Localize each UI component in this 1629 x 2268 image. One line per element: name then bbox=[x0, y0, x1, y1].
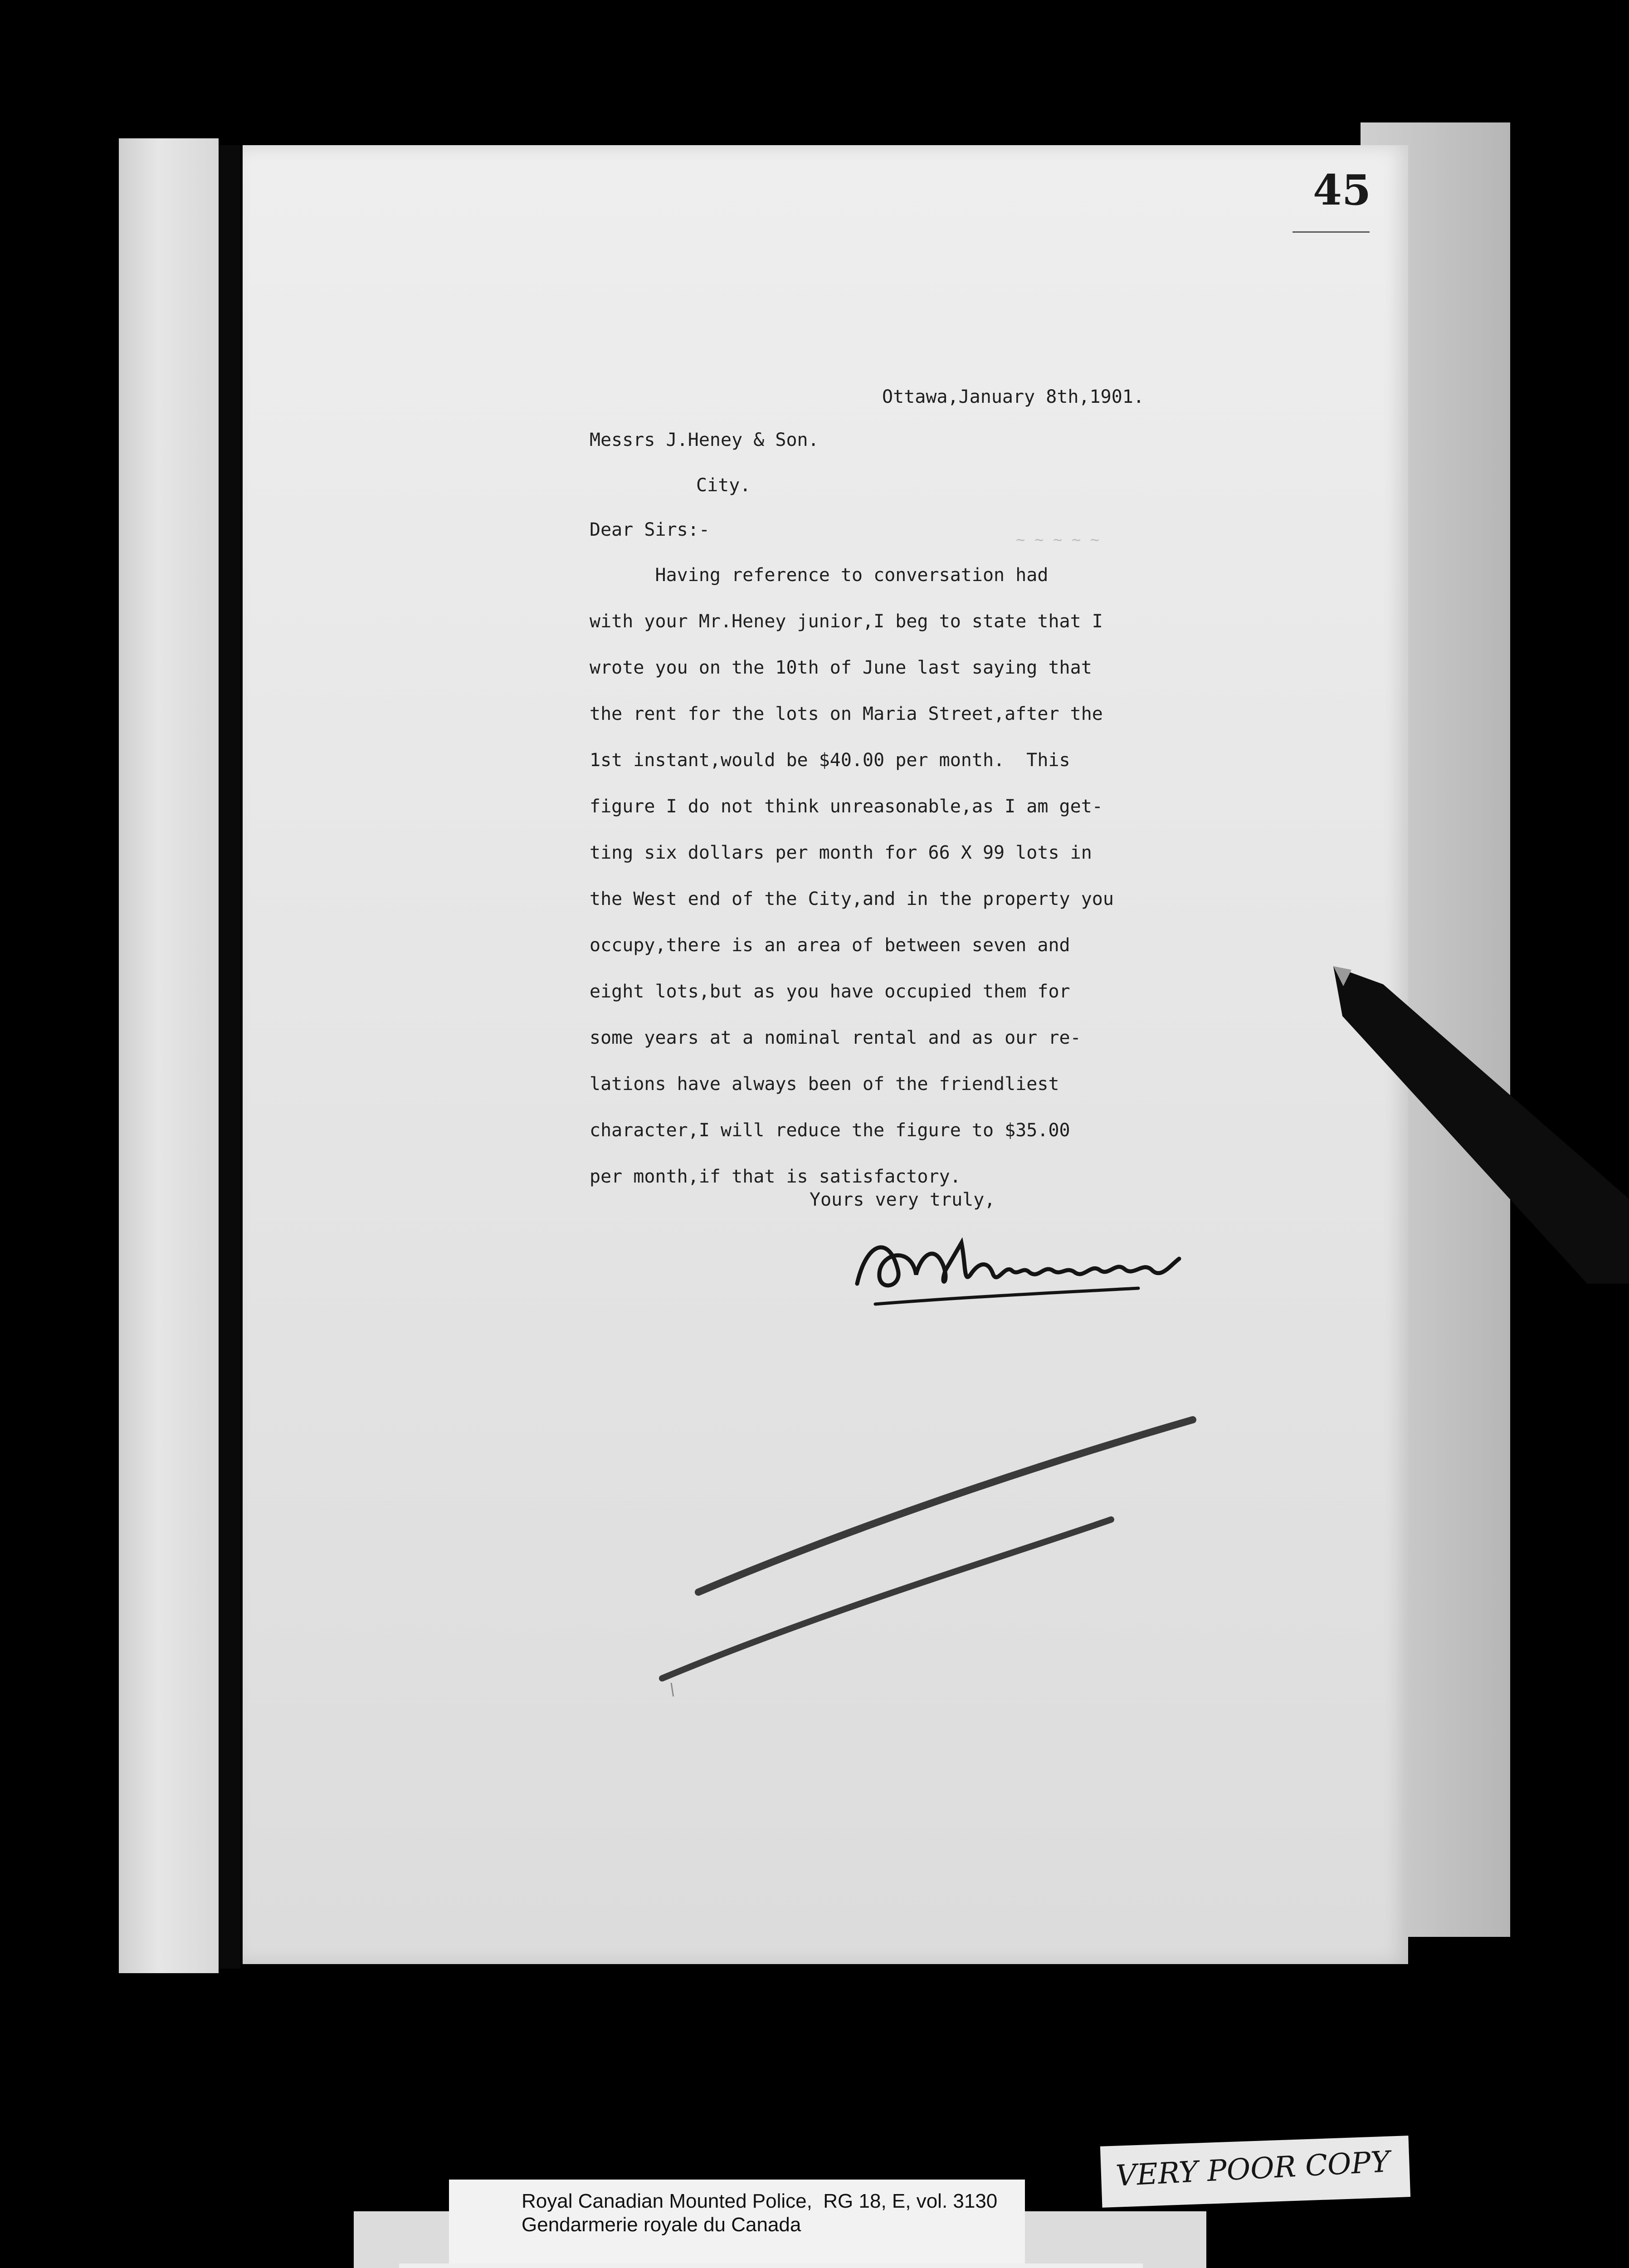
body-line: the rent for the lots on Maria Street,after the bbox=[590, 704, 1103, 724]
archive-reference-line: Royal Canadian Mounted Police, RG 18, E, vol. 3130 bbox=[522, 2190, 998, 2212]
body-line: lations have always been of the friendliest bbox=[590, 1074, 1059, 1095]
body-line: character,I will reduce the figure to $35.00 bbox=[590, 1120, 1070, 1141]
body-line: 1st instant,would be $40.00 per month. This bbox=[590, 750, 1070, 771]
archive-stamp bbox=[399, 2263, 1143, 2268]
quality-note: VERY POOR COPY bbox=[1115, 2145, 1391, 2193]
body-line: occupy,there is an area of between seven and bbox=[590, 935, 1070, 956]
folio-underline bbox=[1292, 231, 1370, 233]
body-line: some years at a nominal rental and as our re- bbox=[590, 1027, 1081, 1048]
letter-body bbox=[590, 565, 1256, 1212]
archive-reference-line: Gendarmerie royale du Canada bbox=[522, 2214, 801, 2236]
folio-number: 45 bbox=[1313, 166, 1371, 215]
body-line: eight lots,but as you have occupied them for bbox=[590, 981, 1070, 1002]
letter-closing: Yours very truly, bbox=[810, 1189, 995, 1210]
letter-salutation: Dear Sirs:- bbox=[590, 519, 710, 540]
binding-shadow bbox=[219, 145, 240, 1969]
body-line: the West end of the City,and in the property you bbox=[590, 889, 1114, 909]
bleed-through-mark: ~ ~ ~ ~ ~ bbox=[1016, 531, 1100, 549]
body-line: Having reference to conversation had bbox=[590, 565, 1049, 586]
body-line: with your Mr.Heney junior,I beg to state that I bbox=[590, 611, 1103, 632]
letter-addressee: Messrs J.Heney & Son. bbox=[590, 430, 819, 450]
body-line: ting six dollars per month for 66 X 99 lots in bbox=[590, 842, 1092, 863]
body-line: wrote you on the 10th of June last saying that bbox=[590, 657, 1092, 678]
body-line: per month,if that is satisfactory. bbox=[590, 1166, 961, 1187]
letter-date: Ottawa,January 8th,1901. bbox=[882, 386, 1144, 407]
cancellation-strokes bbox=[644, 1406, 1234, 1696]
pen-icon bbox=[1333, 966, 1629, 1284]
left-adjacent-page bbox=[119, 138, 219, 1973]
body-line: figure I do not think unreasonable,as I am get- bbox=[590, 796, 1103, 817]
letter-city: City. bbox=[696, 475, 751, 496]
handwritten-signature bbox=[848, 1216, 1211, 1315]
